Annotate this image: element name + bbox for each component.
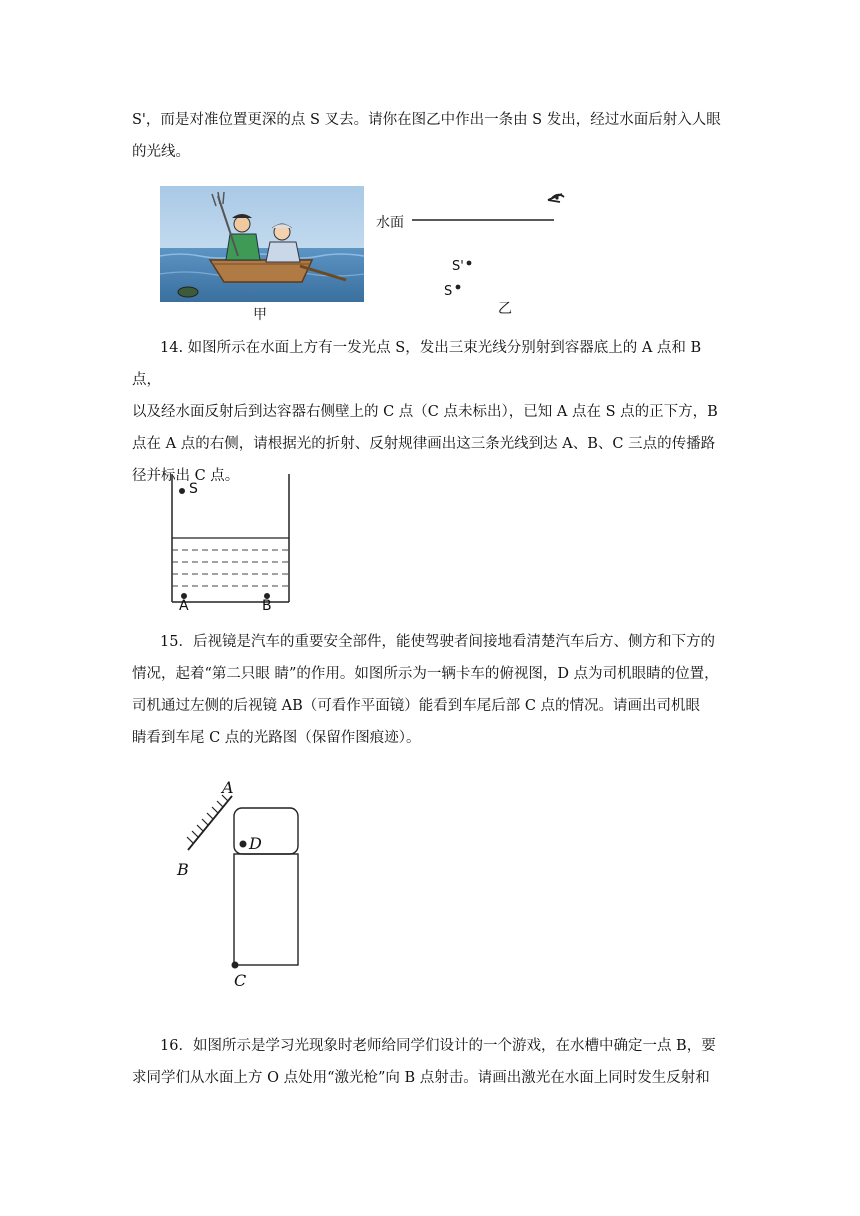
q13-line-1: S'，而是对准位置更深的点 S 叉去。请你在图乙中作出一条由 S 发出，经过水面后射入人眼 bbox=[132, 112, 721, 128]
point-s-prime-label: S' bbox=[452, 259, 464, 274]
q14-line-4: 径并标出 C 点。 bbox=[132, 468, 240, 484]
mirror-label-b: B bbox=[177, 860, 189, 879]
q14-line-1: 14. 如图所示在水面上方有一发光点 S，发出三束光线分别射到容器底上的 A 点和 B 点， bbox=[132, 340, 702, 388]
q16-text bbox=[132, 1030, 732, 1094]
q14-line-3: 点在 A 点的右侧，请根据光的折射、反射规律画出这三条光线到达 A、B、C 三点的传播路 bbox=[132, 436, 716, 452]
q16-line-2: 求同学们从水面上方 O 点处用“激光枪”向 B 点射击。请画出激光在水面上同时发生反射和 bbox=[132, 1070, 710, 1086]
q15-line-3: 司机通过左侧的后视镜 AB（可看作平面镜）能看到车尾后部 C 点的情况。请画出司机眼 bbox=[132, 698, 701, 714]
container-label-s: S bbox=[189, 481, 198, 497]
point-s-label: S bbox=[444, 284, 453, 299]
q13-text bbox=[132, 104, 732, 168]
water-surface-label: 水面 bbox=[376, 215, 404, 231]
q15-line-4: 睛看到车尾 C 点的光路图（保留作图痕迹）。 bbox=[132, 730, 421, 746]
q15-line-1: 15．后视镜是汽车的重要安全部件，能使驾驶者间接地看清楚汽车后方、侧方和下方的 bbox=[160, 634, 715, 650]
fishing-scene-illustration bbox=[160, 186, 364, 302]
water-surface-diagram bbox=[372, 186, 572, 310]
q15-line-2: 情况，起着“第二只眼 睛”的作用。如图所示为一辆卡车的俯视图，D 点为司机眼睛的位置， bbox=[132, 666, 719, 682]
q15-text bbox=[132, 626, 732, 754]
eye-point-label-d: D bbox=[249, 834, 262, 853]
eye-icon bbox=[548, 194, 564, 202]
q16-line-1: 16．如图所示是学习光现象时老师给同学们设计的一个游戏，在水槽中确定一点 B，要 bbox=[160, 1038, 716, 1054]
q13-line-2: 的光线。 bbox=[132, 144, 190, 160]
container-label-a: A bbox=[179, 598, 189, 614]
q14-text bbox=[132, 332, 732, 492]
tail-point-label-c: C bbox=[234, 971, 247, 990]
q14-line-2: 以及经水面反射后到达容器右侧壁上的 C 点（C 点未标出），已知 A 点在 S 点的正下方，B bbox=[132, 404, 718, 420]
container-label-b: B bbox=[262, 598, 272, 614]
mirror-label-a: A bbox=[222, 778, 234, 797]
fig-jia-caption: 甲 bbox=[253, 307, 267, 323]
truck-mirror-diagram bbox=[170, 780, 310, 980]
fig-yi-caption: 乙 bbox=[498, 301, 512, 317]
